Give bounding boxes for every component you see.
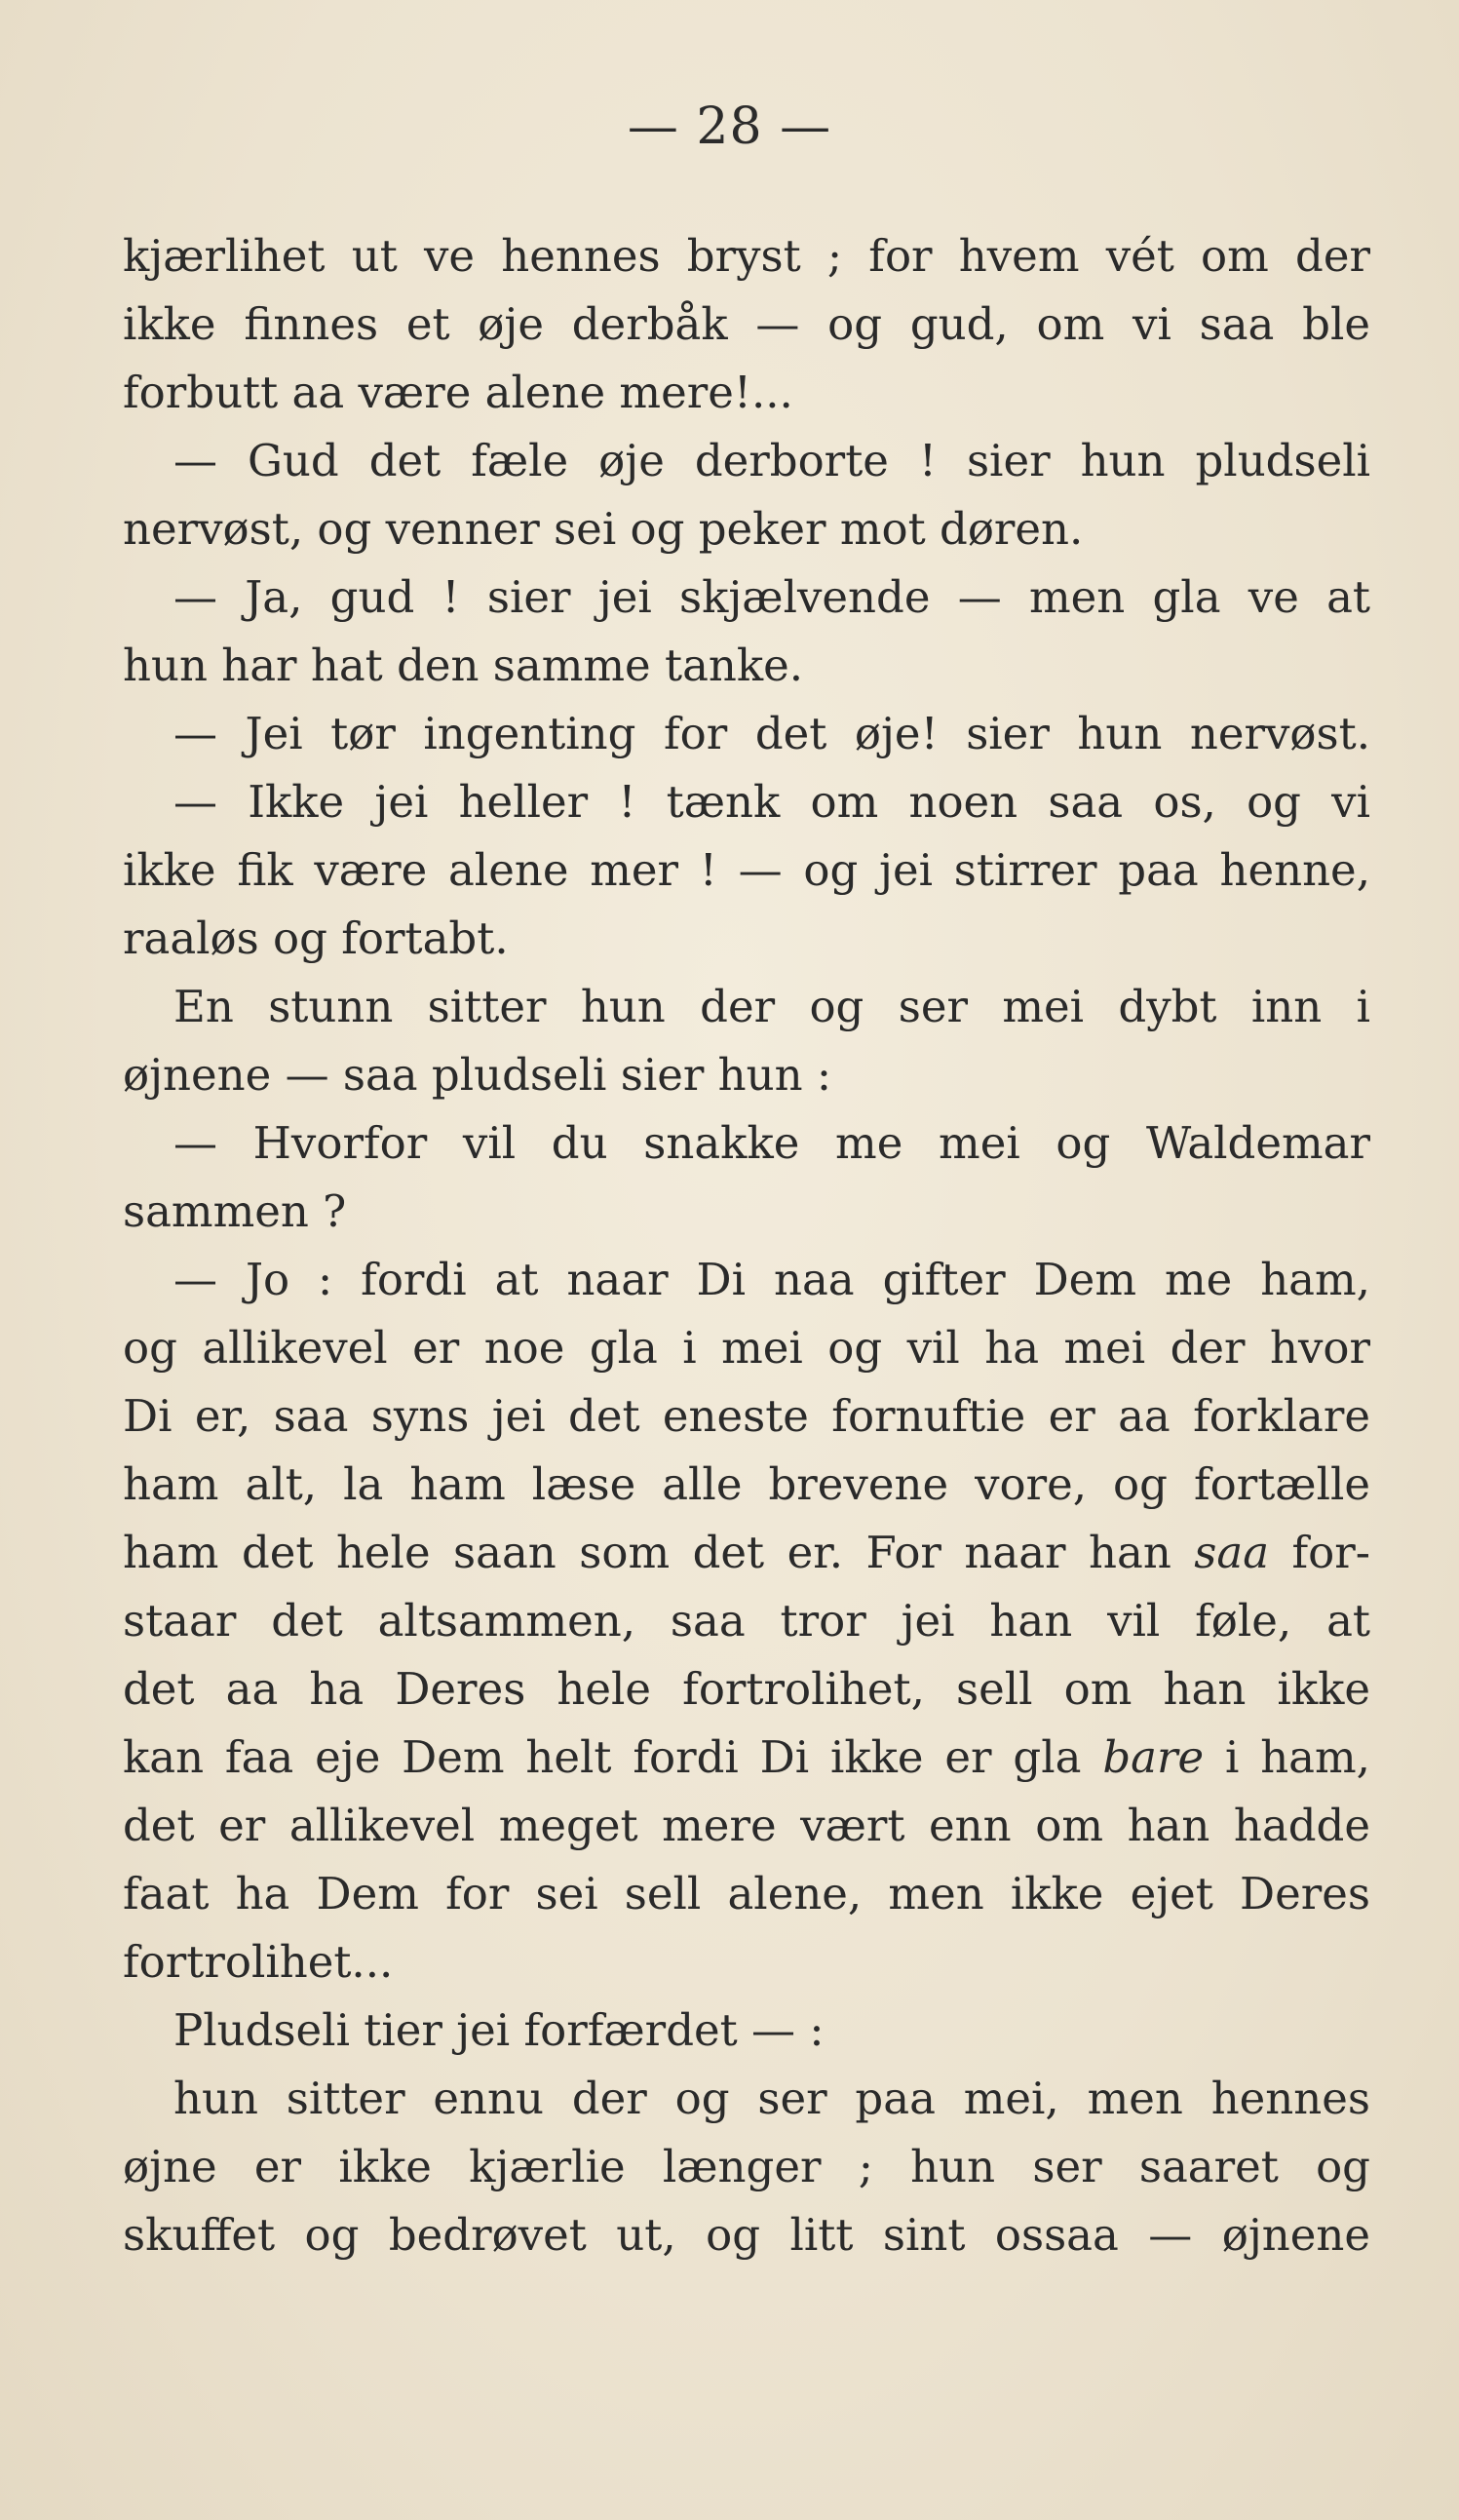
text-line: ham alt, la ham læse alle brevene vore, og fortælle xyxy=(123,1458,1370,1510)
text-line: Pludseli tier jei forfærdet — : xyxy=(173,2004,825,2056)
text-line: hun sitter ennu der og ser paa mei, men hennes xyxy=(173,2073,1370,2124)
text-line: — Jo : fordi at naar Di naa gifter Dem me ham, xyxy=(173,1254,1370,1305)
text-segment: for- xyxy=(1269,1527,1370,1578)
text-line: hun har hat den samme tanke. xyxy=(123,640,804,691)
text-line: Di er, saa syns jei det eneste fornuftie er aa forklare xyxy=(123,1390,1370,1442)
body-text xyxy=(123,222,1370,2269)
text-line: — Hvorfor vil du snakke me mei og Waldemar xyxy=(173,1117,1370,1169)
text-segment: ham det hele saan som det er. For naar han xyxy=(123,1527,1195,1578)
text-line: ikke finnes et øje derbåk — og gud, om vi saa ble xyxy=(123,298,1370,350)
text-line: sammen ? xyxy=(123,1185,347,1237)
text-line: øjnene — saa pludseli sier hun : xyxy=(123,1049,832,1101)
text-line: skuffet og bedrøvet ut, og litt sint ossaa — øjnene xyxy=(123,2209,1370,2261)
text-line: faat ha Dem for sei sell alene, men ikke ejet Deres xyxy=(123,1868,1370,1919)
text-line: det aa ha Deres hele fortrolihet, sell om han ikke xyxy=(123,1663,1370,1715)
text-line: raaløs og fortabt. xyxy=(123,912,509,964)
text-line xyxy=(123,1519,1370,1587)
text-line: og allikevel er noe gla i mei og vil ha mei der hvor xyxy=(123,1322,1370,1374)
italic-word: saa xyxy=(1194,1527,1270,1578)
text-line: forbutt aa være alene mere!... xyxy=(123,367,793,418)
text-line: øjne er ikke kjærlie længer ; hun ser saaret og xyxy=(123,2141,1370,2192)
text-line: — Jei tør ingenting for det øje! sier hun nervøst. xyxy=(173,708,1370,759)
text-line: ikke fik være alene mer ! — og jei stirrer paa henne, xyxy=(123,844,1370,896)
page-number: — 28 — xyxy=(627,97,832,156)
text-line: fortrolihet... xyxy=(123,1936,394,1988)
text-line: En stunn sitter hun der og ser mei dybt inn i xyxy=(173,981,1370,1032)
text-segment: i ham, xyxy=(1204,1731,1370,1783)
text-line: — Ja, gud ! sier jei skjælvende — men gla ve at xyxy=(173,571,1370,623)
text-line: — Gud det fæle øje derborte ! sier hun pludseli xyxy=(173,435,1370,486)
text-line xyxy=(123,1724,1370,1792)
text-line: nervøst, og venner sei og peker mot døren. xyxy=(123,503,1084,555)
italic-word: bare xyxy=(1102,1731,1205,1783)
text-line: det er allikevel meget mere vært enn om han hadde xyxy=(123,1800,1370,1851)
text-line: staar det altsammen, saa tror jei han vil føle, at xyxy=(123,1595,1370,1647)
text-line: — Ikke jei heller ! tænk om noen saa os, og vi xyxy=(173,776,1370,828)
text-segment: kan faa eje Dem helt fordi Di ikke er gla xyxy=(123,1731,1103,1783)
text-line: kjærlihet ut ve hennes bryst ; for hvem vét om der xyxy=(123,230,1370,282)
